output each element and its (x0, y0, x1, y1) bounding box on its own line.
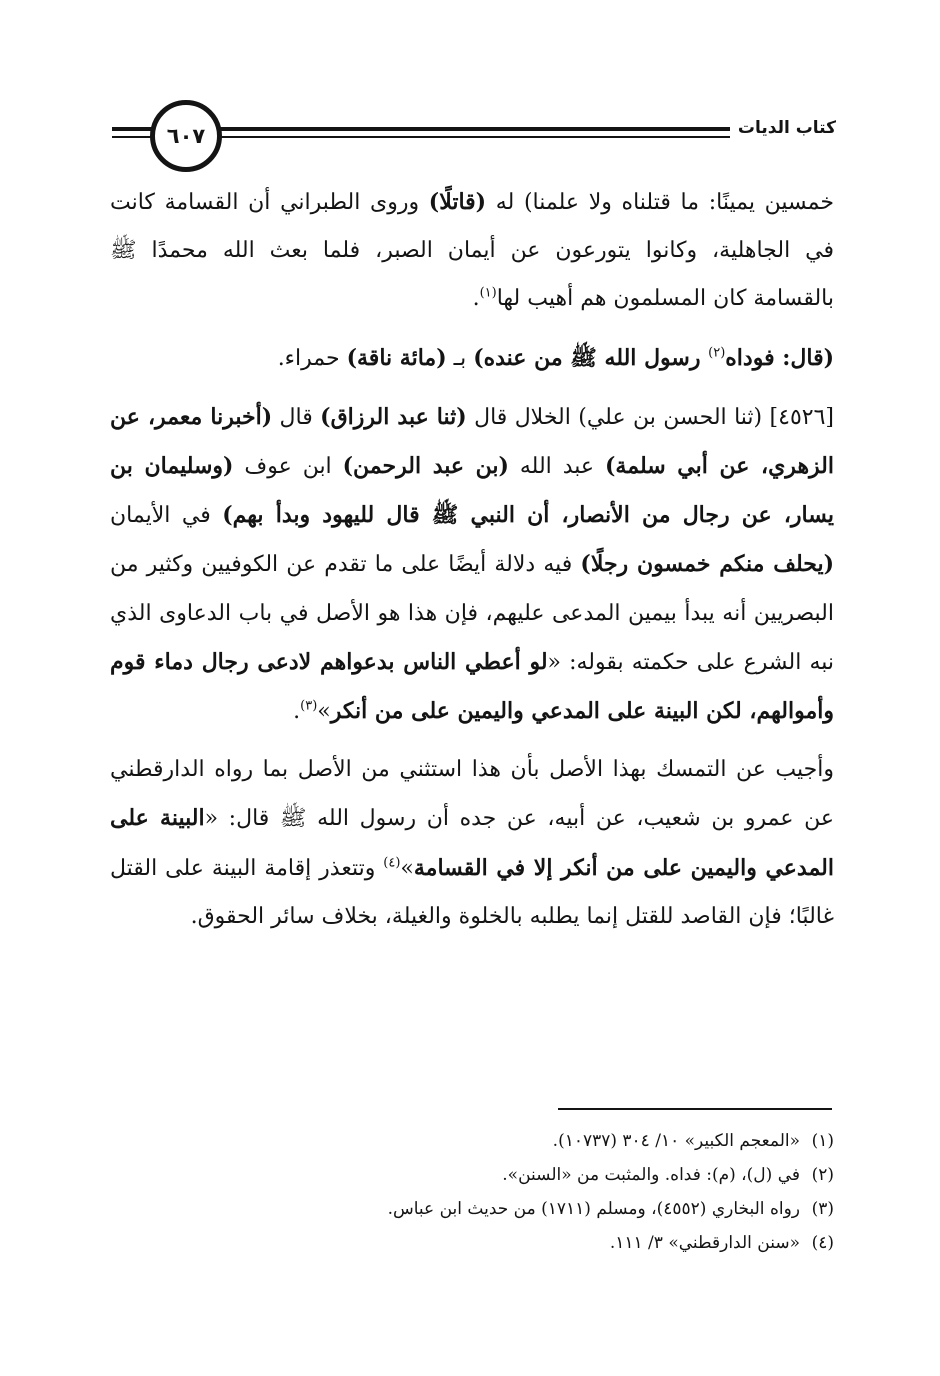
footnote-number: (٢) (811, 1165, 834, 1185)
text-run-bold: (ثنا عبد الرزاق) (320, 403, 467, 430)
paragraph-2 (110, 334, 834, 383)
text-run: فيه دلالة أيضًا على ما تقدم عن الكوفيين وكثير من البصريين أنه يبدأ بيمين المدعى عليهم، فإن هذا هو الأصل في باب الدعاوى الذي نبه الشرع على حكمته بقوله: « (110, 552, 834, 675)
footnote-4 (110, 1226, 834, 1260)
footnote-ref[interactable]: (١) (479, 286, 497, 302)
text-run-bold: البينة على المدعي واليمين على من أنكر إلا في القسامة (110, 805, 834, 881)
text-run-bold: (يحلف منكم خمسون رجلًا) (580, 551, 834, 578)
footnote-ref[interactable]: (٢) (708, 345, 726, 361)
text-run-bold: رسول الله ﷺ من عنده) (473, 344, 709, 371)
text-run-bold: (وسليمان بن يسار، عن رجال من الأنصار، أن النبي ﷺ قال لليهود وبدأ بهم) (110, 453, 835, 529)
text-run: » (317, 699, 331, 725)
text-run-bold: (قاتلًا) (428, 189, 487, 215)
footnote-ref[interactable]: (٣) (300, 698, 318, 714)
text-run: . (293, 699, 301, 725)
text-run-bold: (مائة ناقة) (346, 344, 447, 371)
text-run-bold: (أخبرنا معمر، عن الزهري، عن أبي سلمة) (110, 403, 834, 480)
paragraph-1 (110, 178, 834, 324)
text-run: قال (272, 404, 321, 430)
footnote-ref[interactable]: (٤) (383, 855, 401, 871)
footnote-1 (110, 1124, 834, 1158)
page-number: ٦٠٧ (166, 124, 206, 148)
main-text (110, 178, 834, 941)
text-run: وروى الطبراني أن القسامة كانت في الجاهلية، وكانوا يتورعون عن أيمان الصبر، فلما بعث الله محمدًا ﷺ بالقسامة كان المسلمون هم أهيب لها (110, 190, 834, 312)
page-number-circle (150, 100, 222, 172)
text-run: حمراء. (277, 345, 347, 371)
footnote-number: (١) (811, 1131, 834, 1151)
text-run: وأجيب عن التمسك بهذا الأصل بأن هذا استثني من الأصل بما رواه الدارقطني عن عمرو بن شعيب، عن أبيه، عن جده أن رسول الله ﷺ قال: « (110, 757, 834, 832)
text-run-bold: (قال: فوداه (725, 344, 834, 371)
footnote-text: «المعجم الكبير» ١٠/ ٣٠٤ (١٠٧٣٧). (552, 1131, 800, 1151)
text-run-bold: لو أعطي الناس بدعواهم لادعى رجال دماء قوم وأموالهم، لكن البينة على المدعي واليمين على من أنكر (110, 648, 834, 725)
footnote-text: رواه البخاري (٤٥٥٢)، ومسلم (١٧١١) من حديث ابن عباس. (387, 1199, 800, 1219)
text-run: عبد الله (508, 454, 606, 480)
text-run: بـ (446, 345, 474, 371)
paragraph-3 (110, 393, 834, 736)
paragraph-4 (110, 746, 834, 941)
footnote-text: «سنن الدارقطني» ٣/ ١١١. (609, 1233, 800, 1253)
text-run: في الأيمان (110, 503, 223, 529)
footnote-text: في (ل)، (م): فداه. والمثبت من «السنن». (502, 1165, 800, 1185)
text-run-bold: (بن عبد الرحمن) (342, 453, 509, 480)
text-run: » (400, 855, 414, 881)
footnote-separator (558, 1108, 832, 1110)
text-run: [٤٥٢٦] (ثنا الحسن بن علي) الخلال قال (466, 404, 834, 430)
text-run: ابن عوف (233, 454, 343, 480)
text-run: . (472, 286, 480, 312)
footnote-number: (٤) (811, 1233, 834, 1253)
text-run: خمسين يمينًا: ما قتلناه ولا علمنا) له (486, 190, 834, 215)
footnote-2 (110, 1158, 834, 1192)
running-title: كتاب الديات (730, 118, 836, 138)
footnote-3 (110, 1192, 834, 1226)
footnote-number: (٣) (811, 1199, 834, 1219)
footnotes (110, 1124, 834, 1260)
text-run: وتتعذر إقامة البينة على القتل غالبًا؛ فإن القاصد للقتل إنما يطلبه بالخلوة والغيلة، بخلاف سائر الحقوق. (110, 855, 834, 929)
page-header (112, 96, 836, 176)
